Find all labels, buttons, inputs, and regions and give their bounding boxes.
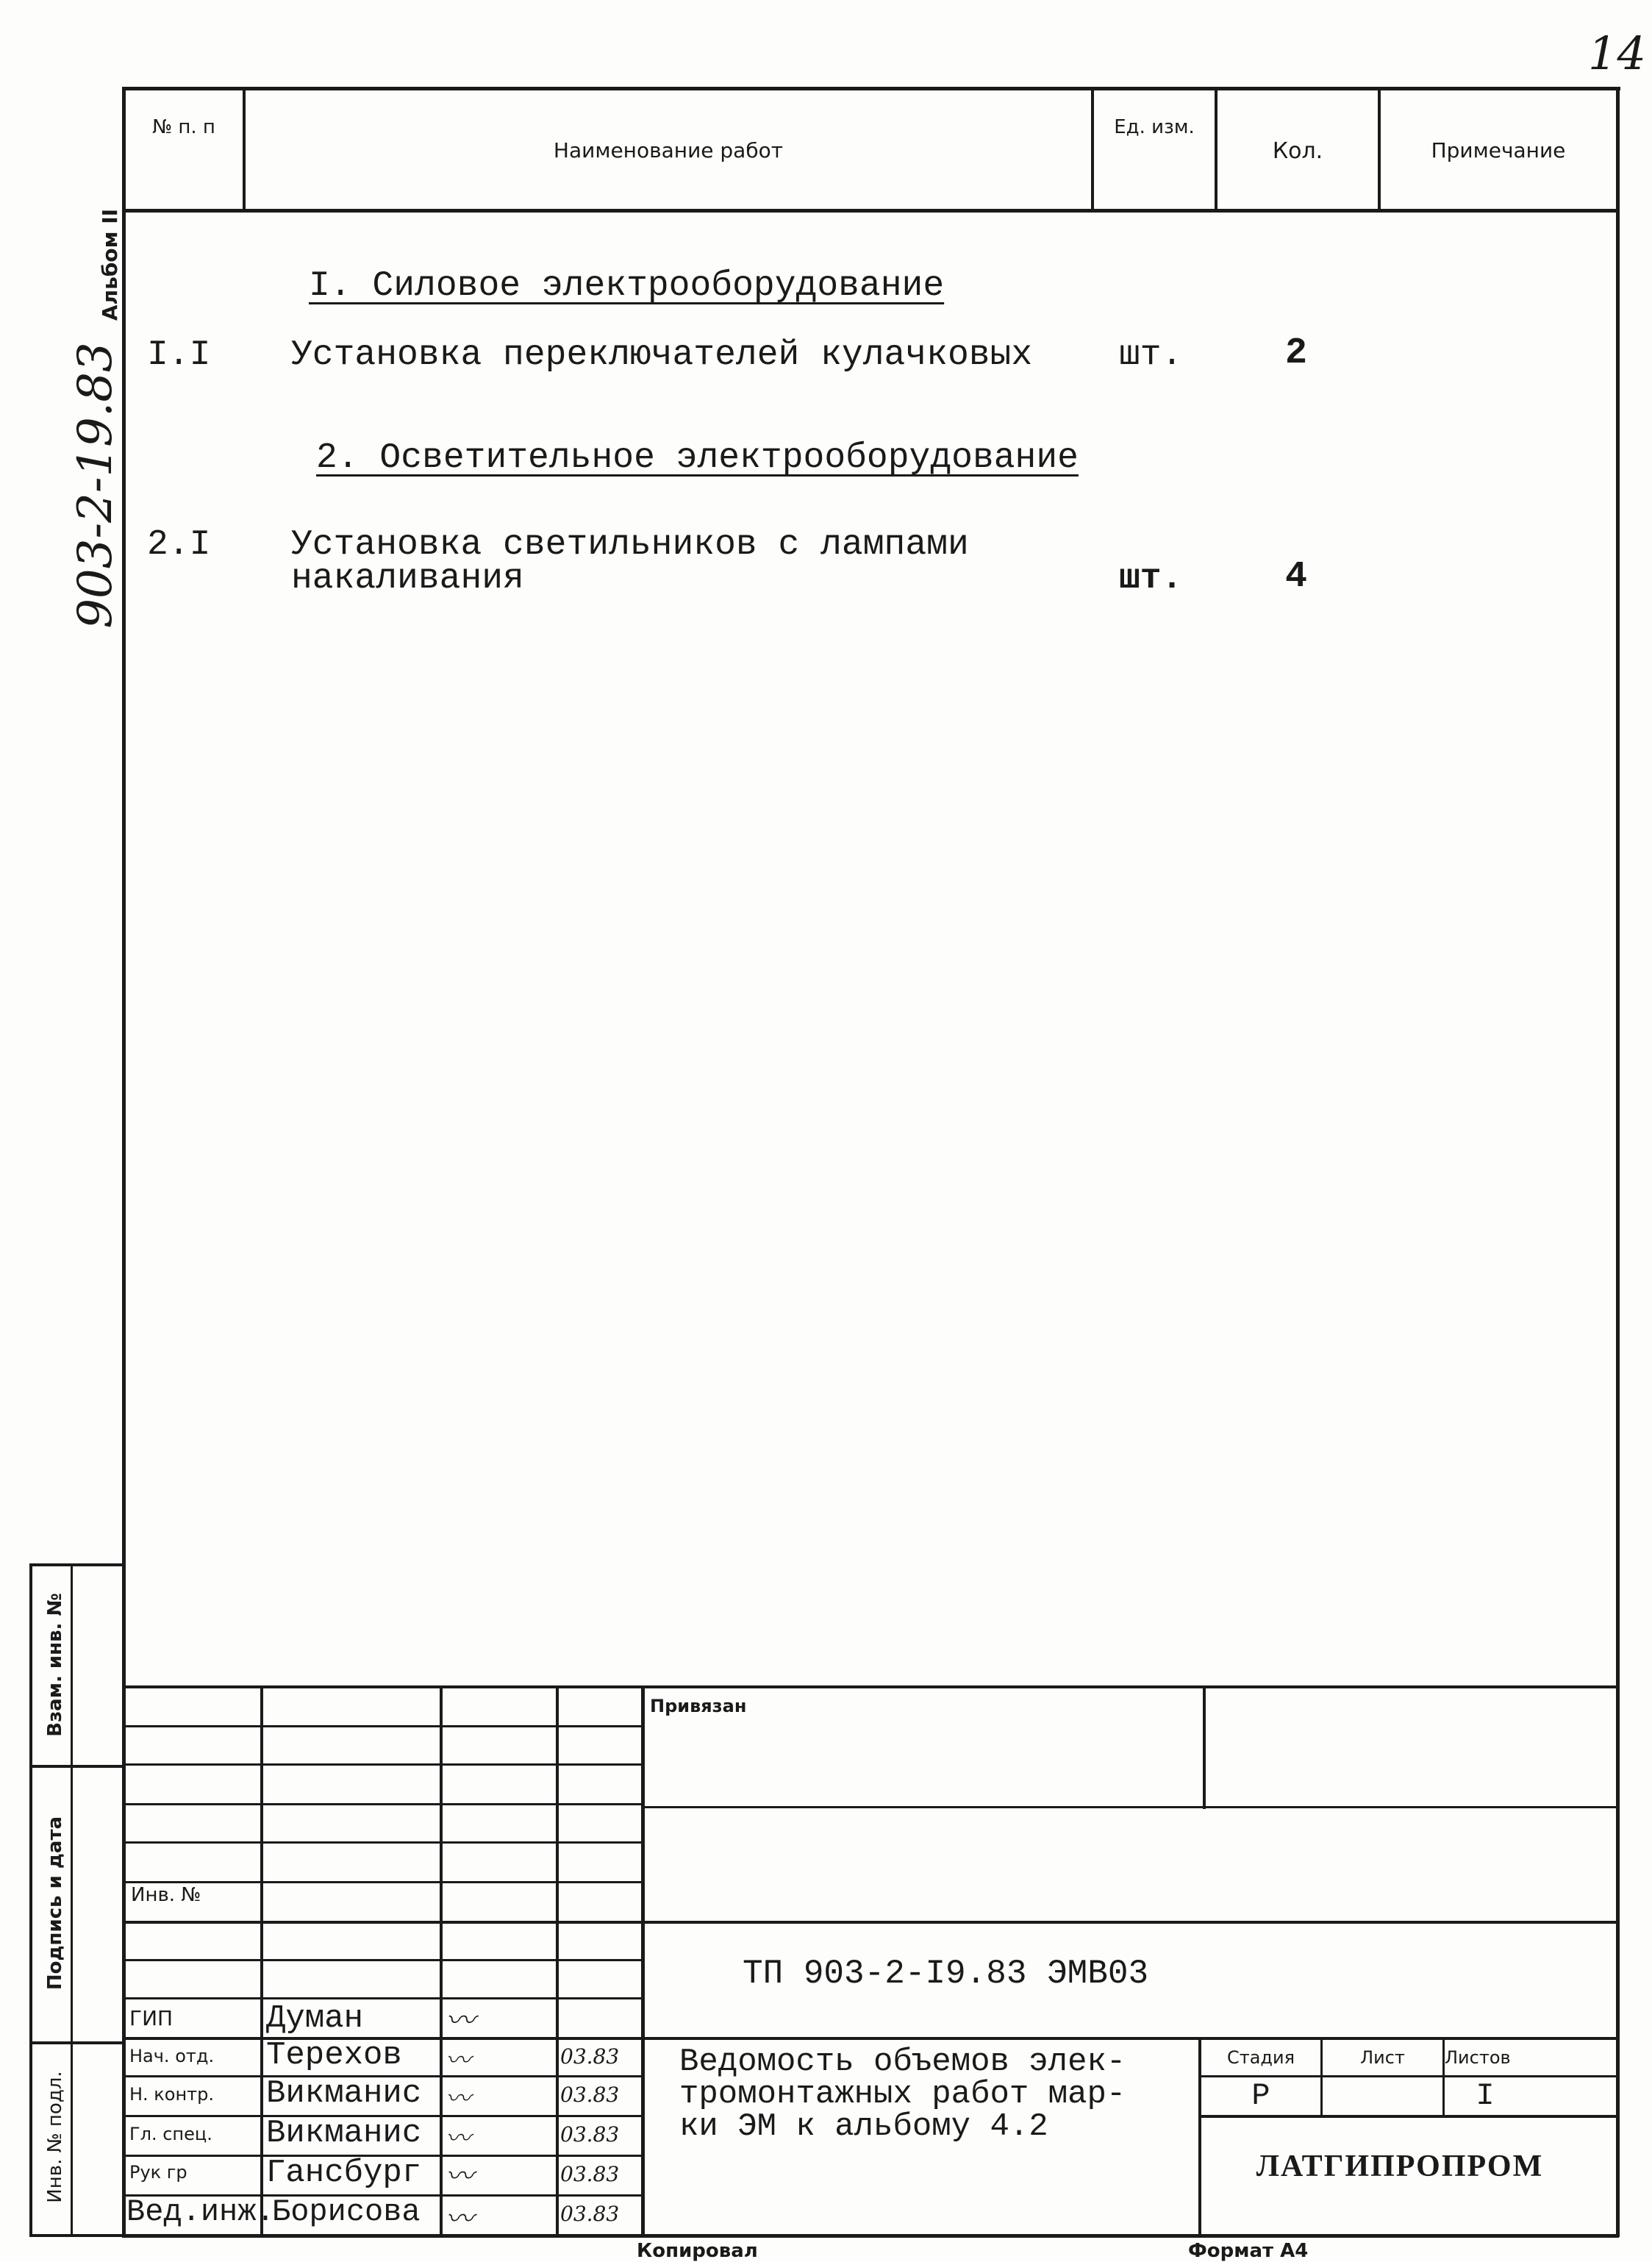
header-qty: Кол. bbox=[1272, 138, 1323, 164]
side-box-left bbox=[29, 1563, 32, 2237]
stage-h1 bbox=[1198, 2075, 1619, 2077]
org-name: ЛАТГИПРОПРОМ bbox=[1256, 2149, 1544, 2183]
signer-3-name: Викманис bbox=[266, 2075, 422, 2112]
doc-title-line2: тромонтажных работ мар- bbox=[679, 2076, 1126, 2113]
privyazan-sep bbox=[1203, 1685, 1206, 1809]
stamp-h6 bbox=[124, 1921, 643, 1924]
signer-4-signature: 〰 bbox=[446, 2124, 471, 2153]
stamp-top-line bbox=[124, 1685, 1619, 1688]
stamp-h8 bbox=[124, 1997, 643, 1999]
vzam-label: Взам. инв. № bbox=[44, 1593, 66, 1737]
signer-2-name: Терехов bbox=[266, 2037, 402, 2074]
footer-format: Формат А4 bbox=[1188, 2240, 1309, 2262]
section-2-title: 2. Осветительное электрооборудование bbox=[316, 438, 1079, 478]
stamp-h1 bbox=[124, 1725, 643, 1727]
stage-value: Р bbox=[1251, 2078, 1270, 2113]
stamp-h3 bbox=[124, 1803, 643, 1805]
doc-title-line3: ки ЭМ к альбому 4.2 bbox=[679, 2108, 1048, 2145]
privyazan-label: Привязан bbox=[650, 1696, 747, 1716]
side-box-top bbox=[29, 1563, 125, 1566]
row-2-name-line2: накаливания bbox=[291, 559, 524, 599]
row-2-qty: 4 bbox=[1285, 556, 1308, 598]
doc-code: ТП 903-2-I9.83 ЭМВ03 bbox=[743, 1955, 1149, 1993]
sheet-label: Лист bbox=[1360, 2047, 1405, 2068]
stamp-h7 bbox=[124, 1959, 643, 1961]
doc-title-line1: Ведомость объемов элек- bbox=[679, 2044, 1126, 2080]
stamp-h4 bbox=[124, 1841, 643, 1844]
signer-6-signature: 〰 bbox=[446, 2202, 474, 2235]
row-2-no: 2.I bbox=[147, 525, 211, 565]
privyazan-bottom bbox=[641, 1806, 1619, 1808]
frame-top bbox=[124, 87, 1620, 90]
signer-4-date: 03.83 bbox=[560, 2122, 620, 2147]
header-no: № п. п bbox=[152, 116, 215, 138]
row-1-unit: шт. bbox=[1119, 335, 1183, 375]
sheets-label: Листов bbox=[1445, 2047, 1511, 2068]
signer-3-signature: 〰 bbox=[446, 2084, 471, 2113]
stamp-h2 bbox=[124, 1763, 643, 1766]
signer-2-role: Нач. отд. bbox=[129, 2046, 215, 2066]
row-1-qty: 2 bbox=[1285, 332, 1308, 374]
signer-6-role: Вед.инж. bbox=[126, 2194, 275, 2230]
footer-copied: Копировал bbox=[637, 2240, 758, 2262]
signer-3-role: Н. контр. bbox=[129, 2084, 215, 2105]
stamp-h5 bbox=[124, 1881, 643, 1883]
album-label: Альбом II bbox=[98, 208, 122, 321]
signer-5-date: 03.83 bbox=[560, 2162, 620, 2186]
row-2-unit: шт. bbox=[1119, 559, 1183, 599]
side-box-inner bbox=[71, 1563, 73, 2237]
frame-bottom bbox=[122, 2234, 1619, 2238]
signer-5-role: Рук гр bbox=[129, 2162, 187, 2183]
row-2-name-line1: Установка светильников с лампами bbox=[291, 525, 969, 565]
side-box-mid1 bbox=[29, 1765, 125, 1768]
podpis-label: Подпись и дата bbox=[44, 1816, 66, 1991]
signer-3-date: 03.83 bbox=[560, 2083, 620, 2107]
signer-4-role: Гл. спец. bbox=[129, 2124, 212, 2144]
signer-5-signature: 〰 bbox=[446, 2160, 474, 2192]
header-bottom-line bbox=[124, 209, 1619, 213]
stage-label: Стадия bbox=[1226, 2047, 1295, 2068]
signer-2-signature: 〰 bbox=[446, 2046, 471, 2075]
code-row-top bbox=[641, 1921, 1619, 1924]
header-sep-2 bbox=[1091, 87, 1094, 210]
signer-1-signature: 〰 bbox=[446, 2004, 475, 2038]
row-1-no: I.I bbox=[147, 335, 211, 375]
code-label: 903-2-19.83 bbox=[68, 342, 123, 629]
header-note: Примечание bbox=[1431, 138, 1566, 163]
header-name: Наименование работ bbox=[553, 138, 784, 163]
signer-5-name: Гансбург bbox=[266, 2155, 422, 2191]
row-1-name: Установка переключателей кулачковых bbox=[291, 335, 1033, 375]
signer-1-role: ГИП bbox=[129, 2006, 174, 2030]
signer-2-date: 03.83 bbox=[560, 2044, 620, 2069]
page-number: 14 bbox=[1588, 26, 1646, 80]
signer-1-name: Думан bbox=[266, 2000, 364, 2037]
signer-4-name: Викманис bbox=[266, 2115, 422, 2152]
signer-6-date: 03.83 bbox=[560, 2202, 620, 2226]
sheets-value: I bbox=[1476, 2078, 1495, 2113]
signer-6-name: Борисова bbox=[272, 2194, 421, 2230]
inv-no-label: Инв. № bbox=[131, 1884, 201, 1906]
frame-right bbox=[1616, 87, 1620, 2237]
header-unit: Ед. изм. bbox=[1114, 116, 1195, 138]
inv-podl-label: Инв. № подл. bbox=[44, 2071, 66, 2203]
code-row-bottom bbox=[641, 2037, 1619, 2040]
section-1-title: I. Силовое электрооборудование bbox=[309, 266, 945, 306]
stage-h2 bbox=[1198, 2115, 1619, 2118]
